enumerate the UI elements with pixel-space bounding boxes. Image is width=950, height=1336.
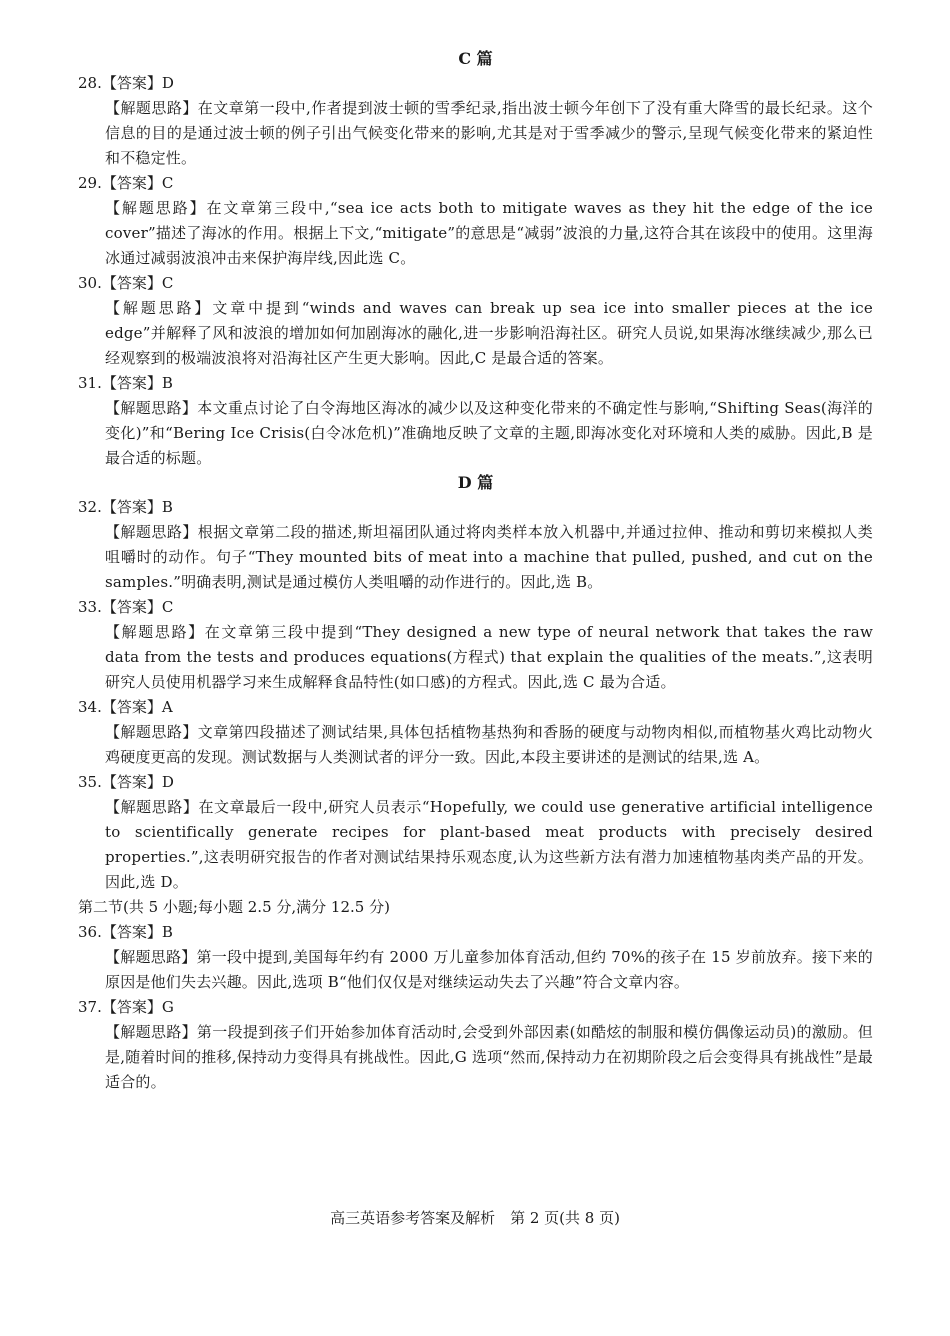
question-block (78, 171, 873, 271)
explanation-text: 【解题思路】在文章第三段中提到“They designed a new type of neural network that takes the raw data from the tests and produces equations(方程式) that explain the qualities of the meats.”,这表明研究人员使用机器学习来生成解释食品特性(如口感)的方程式。因此,选 C 最为合适。 (105, 623, 873, 691)
answer-line: 29.【答案】C (78, 174, 174, 192)
answer-line: 36.【答案】B (78, 923, 173, 941)
explanation-text: 【解题思路】文章中提到“winds and waves can break up sea ice into smaller pieces at the ice edge”并解释了风和波浪的增加如何加剧海冰的融化,进一步影响沿海社区。研究人员说,如果海冰继续减少,那么已经观察到的极端波浪将对沿海社区产生更大影响。因此,C 是最合适的答案。 (105, 299, 873, 367)
answer-line: 31.【答案】B (78, 374, 173, 392)
question-block (78, 271, 873, 371)
explanation-text: 【解题思路】在文章第一段中,作者提到波士顿的雪季纪录,指出波士顿今年创下了没有重大降雪的最长纪录。这个信息的目的是通过波士顿的例子引出气候变化带来的影响,尤其是对于雪季减少的警示,呈现气候变化带来的紧迫性和不稳定性。 (105, 99, 873, 167)
part-two-heading: 第二节(共 5 小题;每小题 2.5 分,满分 12.5 分) (78, 898, 390, 916)
question-block (78, 995, 873, 1095)
explanation-text: 【解题思路】在文章第三段中,“sea ice acts both to mitigate waves as they hit the edge of the ice cover”描述了海冰的作用。根据上下文,“mitigate”的意思是“减弱”波浪的力量,这符合其在该段中的使用。这里海冰通过减弱波浪冲击来保护海岸线,因此选 C。 (105, 199, 873, 267)
question-block (78, 770, 873, 895)
question-block (78, 695, 873, 770)
explanation-text: 【解题思路】第一段中提到,美国每年约有 2000 万儿童参加体育活动,但约 70%的孩子在 15 岁前放弃。接下来的原因是他们失去兴趣。因此,选项 B“他们仅仅是对继续运动失去了兴趣”符合文章内容。 (105, 948, 873, 991)
answer-line: 28.【答案】D (78, 74, 174, 92)
section-title-d: D 篇 (457, 473, 494, 492)
question-block (78, 920, 873, 995)
question-block (78, 495, 873, 595)
answer-line: 34.【答案】A (78, 698, 173, 716)
explanation-text: 【解题思路】文章第四段描述了测试结果,具体包括植物基热狗和香肠的硬度与动物肉相似,而植物基火鸡比动物火鸡硬度更高的发现。测试数据与人类测试者的评分一致。因此,本段主要讲述的是测试的结果,选 A。 (105, 723, 873, 766)
question-block (78, 371, 873, 471)
answer-line: 30.【答案】C (78, 274, 174, 292)
explanation-text: 【解题思路】第一段提到孩子们开始参加体育活动时,会受到外部因素(如酷炫的制服和模仿偶像运动员)的激励。但是,随着时间的推移,保持动力变得具有挑战性。因此,G 选项“然而,保持动力在初期阶段之后会变得具有挑战性”是最适合的。 (105, 1023, 873, 1091)
answer-line: 32.【答案】B (78, 498, 173, 516)
answer-line: 37.【答案】G (78, 998, 174, 1016)
question-block (78, 71, 873, 171)
explanation-text: 【解题思路】根据文章第二段的描述,斯坦福团队通过将肉类样本放入机器中,并通过拉伸、推动和剪切来模拟人类咀嚼时的动作。句子“They mounted bits of meat into a machine that pulled, pushed, and cut on the samples.”明确表明,测试是通过模仿人类咀嚼的动作进行的。因此,选 B。 (105, 523, 873, 591)
answer-line: 33.【答案】C (78, 598, 174, 616)
answer-line: 35.【答案】D (78, 773, 174, 791)
section-title-c: C 篇 (458, 49, 493, 68)
explanation-text: 【解题思路】在文章最后一段中,研究人员表示“Hopefully, we could use generative artificial intelligence to scientifically generate recipes for plant-based meat products with precisely desired properties.”,这表明研究报告的作者对测试结果持乐观态度,认为这些新方法有潜力加速植物基肉类产品的开发。因此,选 D。 (105, 798, 873, 891)
explanation-text: 【解题思路】本文重点讨论了白令海地区海冰的减少以及这种变化带来的不确定性与影响,“Shifting Seas(海洋的变化)”和“Bering Ice Crisis(白令冰危机)”准确地反映了文章的主题,即海冰变化对环境和人类的威胁。因此,B 是最合适的标题。 (105, 399, 873, 467)
page-content (78, 47, 873, 1095)
page-footer: 高三英语参考答案及解析 第 2 页(共 8 页) (330, 1209, 620, 1227)
question-block (78, 595, 873, 695)
